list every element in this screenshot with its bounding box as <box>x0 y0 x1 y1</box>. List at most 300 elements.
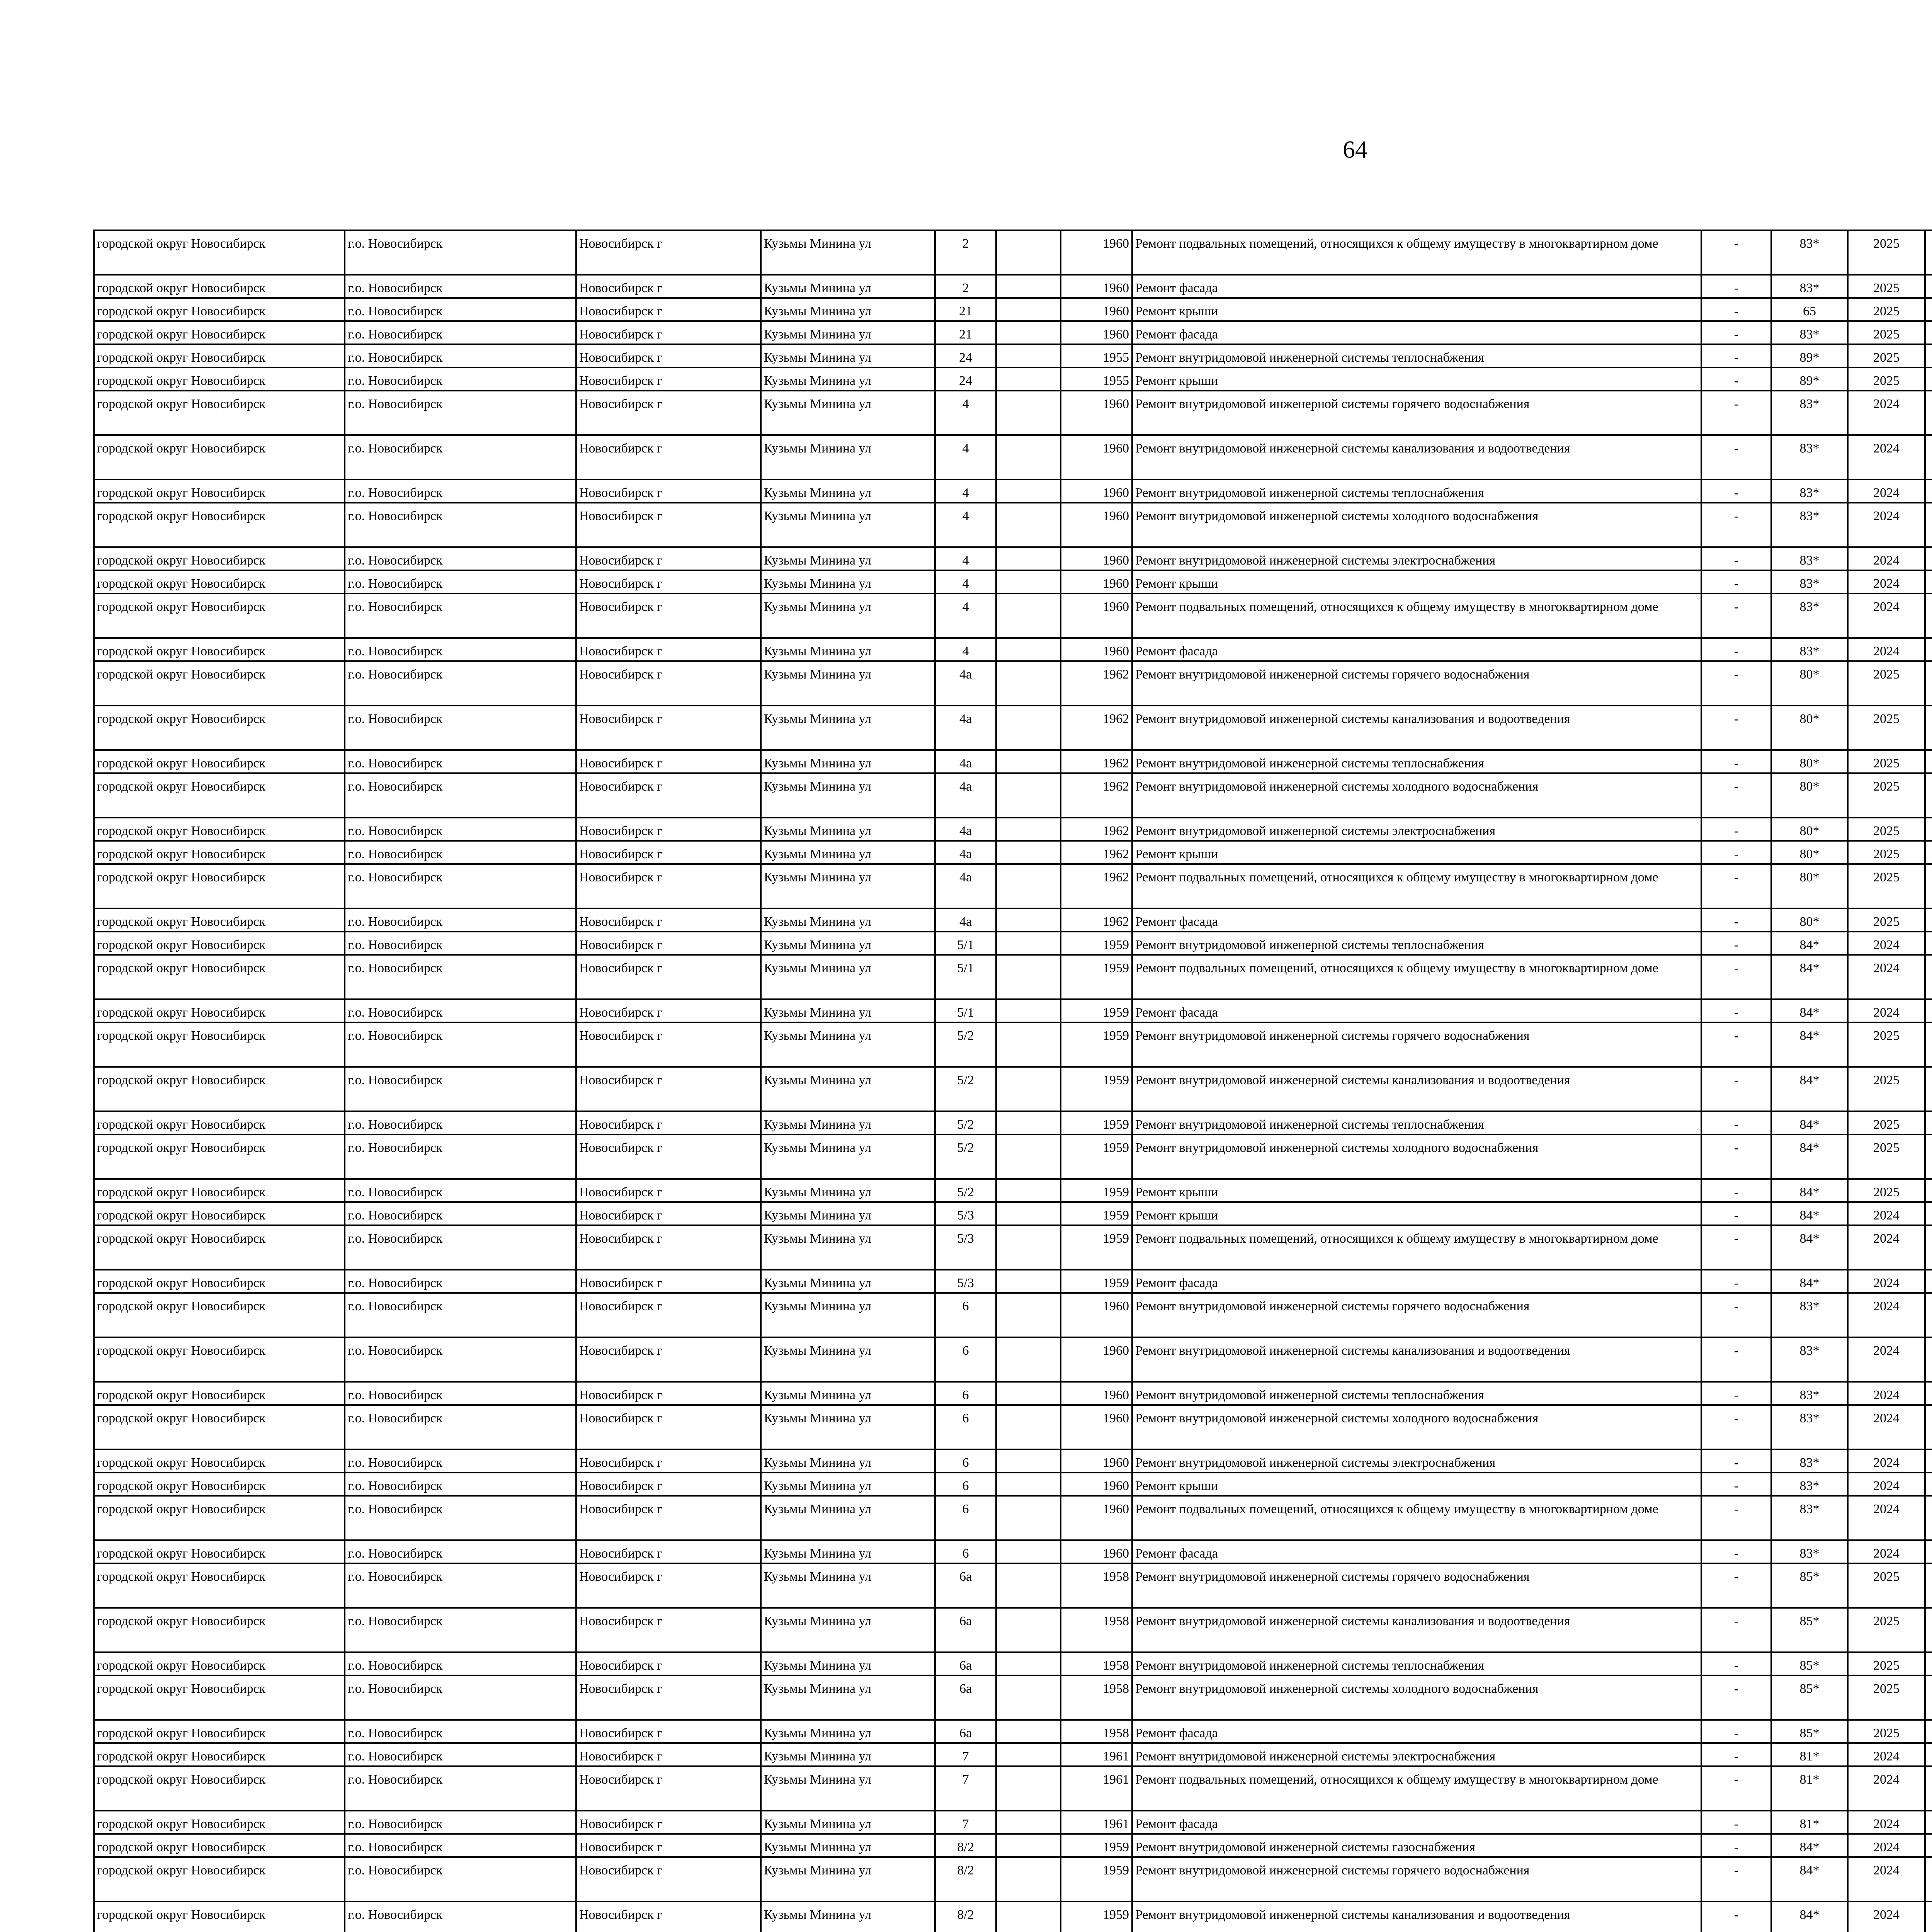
cell-year_built: 1959 <box>1061 1179 1132 1202</box>
cell-dash: - <box>1701 1834 1771 1857</box>
cell-year_built: 1959 <box>1061 1857 1132 1901</box>
cell-settlement_type: г.о. Новосибирск <box>345 570 576 594</box>
page-number: 64 <box>1343 136 1367 163</box>
cell-plan_end_year <box>1925 908 1932 932</box>
cell-wear: 84* <box>1771 1225 1848 1270</box>
cell-settlement_type: г.о. Новосибирск <box>345 321 576 344</box>
cell-plan_start_year: 2024 <box>1848 503 1925 547</box>
cell-street: Кузьмы Минина ул <box>761 230 935 275</box>
cell-plan_start_year: 2024 <box>1848 1270 1925 1293</box>
cell-wear: 85* <box>1771 1563 1848 1608</box>
cell-settlement: Новосибирск г <box>576 1337 761 1382</box>
cell-settlement: Новосибирск г <box>576 275 761 298</box>
cell-street: Кузьмы Минина ул <box>761 999 935 1022</box>
cell-settlement: Новосибирск г <box>576 908 761 932</box>
cell-street: Кузьмы Минина ул <box>761 661 935 706</box>
cell-house: 5/2 <box>935 1111 996 1134</box>
table-row <box>94 1270 1932 1293</box>
cell-municipality: городской округ Новосибирск <box>94 955 345 999</box>
cell-settlement_type: г.о. Новосибирск <box>345 594 576 638</box>
cell-municipality: городской округ Новосибирск <box>94 1743 345 1766</box>
cell-settlement: Новосибирск г <box>576 391 761 435</box>
cell-house: 4 <box>935 594 996 638</box>
cell-settlement: Новосибирск г <box>576 706 761 750</box>
cell-house_letter <box>996 638 1061 661</box>
cell-settlement: Новосибирск г <box>576 1225 761 1270</box>
cell-dash: - <box>1701 1111 1771 1134</box>
cell-house_letter <box>996 1225 1061 1270</box>
cell-plan_end_year <box>1925 1382 1932 1405</box>
cell-municipality: городской округ Новосибирск <box>94 706 345 750</box>
table-row <box>94 706 1932 750</box>
cell-street: Кузьмы Минина ул <box>761 1067 935 1111</box>
cell-settlement: Новосибирск г <box>576 230 761 275</box>
cell-house_letter <box>996 547 1061 570</box>
cell-dash: - <box>1701 1405 1771 1449</box>
cell-dash: - <box>1701 1901 1771 1932</box>
cell-municipality: городской округ Новосибирск <box>94 594 345 638</box>
cell-dash: - <box>1701 773 1771 818</box>
cell-year_built: 1960 <box>1061 1449 1132 1473</box>
cell-municipality: городской округ Новосибирск <box>94 999 345 1022</box>
cell-house_letter <box>996 503 1061 547</box>
cell-municipality: городской округ Новосибирск <box>94 773 345 818</box>
cell-year_built: 1960 <box>1061 1473 1132 1496</box>
cell-street: Кузьмы Минина ул <box>761 818 935 841</box>
table-row <box>94 275 1932 298</box>
cell-plan_end_year <box>1925 344 1932 367</box>
cell-street: Кузьмы Минина ул <box>761 570 935 594</box>
cell-street: Кузьмы Минина ул <box>761 1022 935 1067</box>
cell-settlement: Новосибирск г <box>576 932 761 955</box>
table-row <box>94 1202 1932 1225</box>
cell-plan_end_year <box>1925 955 1932 999</box>
cell-municipality: городской округ Новосибирск <box>94 570 345 594</box>
cell-plan_end_year <box>1925 1179 1932 1202</box>
cell-street: Кузьмы Минина ул <box>761 1652 935 1675</box>
cell-house: 4а <box>935 818 996 841</box>
cell-house: 4а <box>935 841 996 864</box>
cell-wear: 83* <box>1771 1405 1848 1449</box>
cell-house_letter <box>996 1134 1061 1179</box>
cell-wear: 83* <box>1771 1293 1848 1337</box>
table-row <box>94 230 1932 275</box>
cell-wear: 84* <box>1771 932 1848 955</box>
cell-year_built: 1959 <box>1061 1834 1132 1857</box>
cell-plan_start_year: 2024 <box>1848 1834 1925 1857</box>
cell-municipality: городской округ Новосибирск <box>94 1337 345 1382</box>
cell-settlement_type: г.о. Новосибирск <box>345 908 576 932</box>
cell-dash: - <box>1701 1766 1771 1811</box>
table-row <box>94 661 1932 706</box>
cell-street: Кузьмы Минина ул <box>761 1449 935 1473</box>
cell-plan_start_year: 2024 <box>1848 1225 1925 1270</box>
cell-house: 6а <box>935 1563 996 1608</box>
cell-dash: - <box>1701 750 1771 773</box>
cell-street: Кузьмы Минина ул <box>761 773 935 818</box>
cell-plan_end_year <box>1925 435 1932 480</box>
cell-plan_start_year: 2024 <box>1848 955 1925 999</box>
cell-house: 8/2 <box>935 1901 996 1932</box>
cell-dash: - <box>1701 841 1771 864</box>
cell-house_letter <box>996 321 1061 344</box>
cell-year_built: 1959 <box>1061 1134 1132 1179</box>
cell-work_type: Ремонт подвальных помещений, относящихся к общему имуществу в многоквартирном доме <box>1132 230 1701 275</box>
table-row <box>94 1496 1932 1540</box>
cell-municipality: городской округ Новосибирск <box>94 1473 345 1496</box>
cell-street: Кузьмы Минина ул <box>761 1179 935 1202</box>
cell-dash: - <box>1701 1540 1771 1563</box>
cell-plan_end_year <box>1925 275 1932 298</box>
cell-plan_start_year: 2024 <box>1848 1293 1925 1337</box>
cell-plan_start_year: 2025 <box>1848 1134 1925 1179</box>
table-row <box>94 908 1932 932</box>
cell-settlement_type: г.о. Новосибирск <box>345 230 576 275</box>
table-row <box>94 841 1932 864</box>
cell-wear: 89* <box>1771 367 1848 391</box>
cell-plan_start_year: 2024 <box>1848 1901 1925 1932</box>
cell-year_built: 1958 <box>1061 1720 1132 1743</box>
cell-plan_start_year: 2024 <box>1848 547 1925 570</box>
cell-plan_end_year <box>1925 1811 1932 1834</box>
cell-dash: - <box>1701 344 1771 367</box>
cell-municipality: городской округ Новосибирск <box>94 1608 345 1652</box>
cell-dash: - <box>1701 1857 1771 1901</box>
cell-house_letter <box>996 344 1061 367</box>
cell-plan_end_year <box>1925 503 1932 547</box>
cell-plan_end_year <box>1925 1405 1932 1449</box>
cell-house: 5/1 <box>935 932 996 955</box>
cell-settlement_type: г.о. Новосибирск <box>345 1225 576 1270</box>
table-row <box>94 503 1932 547</box>
cell-settlement: Новосибирск г <box>576 503 761 547</box>
cell-house_letter <box>996 1067 1061 1111</box>
cell-year_built: 1960 <box>1061 594 1132 638</box>
cell-year_built: 1960 <box>1061 1540 1132 1563</box>
cell-street: Кузьмы Минина ул <box>761 1496 935 1540</box>
cell-plan_start_year: 2024 <box>1848 1857 1925 1901</box>
cell-municipality: городской округ Новосибирск <box>94 661 345 706</box>
cell-settlement: Новосибирск г <box>576 1766 761 1811</box>
cell-year_built: 1962 <box>1061 864 1132 908</box>
cell-municipality: городской округ Новосибирск <box>94 1111 345 1134</box>
cell-dash: - <box>1701 321 1771 344</box>
cell-house_letter <box>996 391 1061 435</box>
cell-house_letter <box>996 841 1061 864</box>
cell-settlement_type: г.о. Новосибирск <box>345 435 576 480</box>
cell-settlement: Новосибирск г <box>576 638 761 661</box>
cell-plan_start_year: 2025 <box>1848 773 1925 818</box>
table-row <box>94 1382 1932 1405</box>
cell-house_letter <box>996 1608 1061 1652</box>
cell-dash: - <box>1701 999 1771 1022</box>
cell-settlement_type: г.о. Новосибирск <box>345 275 576 298</box>
cell-dash: - <box>1701 1202 1771 1225</box>
cell-work_type: Ремонт внутридомовой инженерной системы горячего водоснабжения <box>1132 1293 1701 1337</box>
cell-wear: 80* <box>1771 706 1848 750</box>
cell-municipality: городской округ Новосибирск <box>94 1449 345 1473</box>
cell-dash: - <box>1701 1382 1771 1405</box>
cell-settlement: Новосибирск г <box>576 1202 761 1225</box>
cell-settlement_type: г.о. Новосибирск <box>345 1857 576 1901</box>
cell-wear: 65 <box>1771 298 1848 321</box>
table-row <box>94 1067 1932 1111</box>
cell-plan_end_year <box>1925 1720 1932 1743</box>
cell-plan_start_year: 2025 <box>1848 1720 1925 1743</box>
cell-work_type: Ремонт подвальных помещений, относящихся к общему имуществу в многоквартирном доме <box>1132 1766 1701 1811</box>
cell-house: 4 <box>935 547 996 570</box>
cell-house: 5/3 <box>935 1225 996 1270</box>
cell-plan_start_year: 2024 <box>1848 638 1925 661</box>
cell-dash: - <box>1701 1179 1771 1202</box>
cell-plan_start_year: 2025 <box>1848 1563 1925 1608</box>
cell-municipality: городской округ Новосибирск <box>94 1405 345 1449</box>
cell-work_type: Ремонт фасада <box>1132 999 1701 1022</box>
cell-wear: 83* <box>1771 435 1848 480</box>
cell-house: 5/3 <box>935 1270 996 1293</box>
cell-year_built: 1962 <box>1061 773 1132 818</box>
cell-plan_end_year <box>1925 1022 1932 1067</box>
cell-settlement_type: г.о. Новосибирск <box>345 298 576 321</box>
table-row <box>94 1563 1932 1608</box>
cell-house: 6 <box>935 1473 996 1496</box>
cell-work_type: Ремонт внутридомовой инженерной системы канализования и водоотведения <box>1132 1337 1701 1382</box>
cell-work_type: Ремонт внутридомовой инженерной системы горячего водоснабжения <box>1132 1857 1701 1901</box>
cell-settlement_type: г.о. Новосибирск <box>345 480 576 503</box>
cell-house_letter <box>996 932 1061 955</box>
cell-work_type: Ремонт внутридомовой инженерной системы холодного водоснабжения <box>1132 773 1701 818</box>
cell-work_type: Ремонт внутридомовой инженерной системы горячего водоснабжения <box>1132 391 1701 435</box>
cell-wear: 83* <box>1771 594 1848 638</box>
cell-plan_end_year <box>1925 594 1932 638</box>
cell-plan_start_year: 2025 <box>1848 1608 1925 1652</box>
cell-plan_start_year: 2025 <box>1848 367 1925 391</box>
cell-settlement: Новосибирск г <box>576 1405 761 1449</box>
cell-work_type: Ремонт внутридомовой инженерной системы теплоснабжения <box>1132 1382 1701 1405</box>
cell-street: Кузьмы Минина ул <box>761 1743 935 1766</box>
cell-settlement: Новосибирск г <box>576 1382 761 1405</box>
cell-house_letter <box>996 955 1061 999</box>
cell-year_built: 1959 <box>1061 1270 1132 1293</box>
cell-house: 5/1 <box>935 955 996 999</box>
cell-street: Кузьмы Минина ул <box>761 367 935 391</box>
cell-plan_start_year: 2024 <box>1848 1496 1925 1540</box>
cell-year_built: 1962 <box>1061 908 1132 932</box>
table-row <box>94 1179 1932 1202</box>
cell-plan_start_year: 2025 <box>1848 1022 1925 1067</box>
cell-plan_end_year <box>1925 661 1932 706</box>
table-row <box>94 1608 1932 1652</box>
cell-house_letter <box>996 1540 1061 1563</box>
cell-house: 2 <box>935 275 996 298</box>
cell-plan_end_year <box>1925 1901 1932 1932</box>
cell-settlement: Новосибирск г <box>576 841 761 864</box>
cell-settlement: Новосибирск г <box>576 1496 761 1540</box>
cell-work_type: Ремонт внутридомовой инженерной системы теплоснабжения <box>1132 1652 1701 1675</box>
cell-year_built: 1955 <box>1061 367 1132 391</box>
cell-house_letter <box>996 1293 1061 1337</box>
cell-plan_end_year <box>1925 1293 1932 1337</box>
table-row <box>94 435 1932 480</box>
cell-work_type: Ремонт подвальных помещений, относящихся к общему имуществу в многоквартирном доме <box>1132 955 1701 999</box>
cell-settlement_type: г.о. Новосибирск <box>345 818 576 841</box>
cell-year_built: 1959 <box>1061 932 1132 955</box>
cell-settlement: Новосибирск г <box>576 955 761 999</box>
cell-work_type: Ремонт подвальных помещений, относящихся к общему имуществу в многоквартирном доме <box>1132 594 1701 638</box>
cell-dash: - <box>1701 1293 1771 1337</box>
cell-work_type: Ремонт подвальных помещений, относящихся к общему имуществу в многоквартирном доме <box>1132 864 1701 908</box>
cell-street: Кузьмы Минина ул <box>761 1834 935 1857</box>
cell-plan_end_year <box>1925 1563 1932 1608</box>
cell-work_type: Ремонт внутридомовой инженерной системы горячего водоснабжения <box>1132 661 1701 706</box>
cell-plan_end_year <box>1925 547 1932 570</box>
cell-settlement_type: г.о. Новосибирск <box>345 1540 576 1563</box>
cell-municipality: городской округ Новосибирск <box>94 932 345 955</box>
cell-street: Кузьмы Минина ул <box>761 750 935 773</box>
cell-settlement: Новосибирск г <box>576 1293 761 1337</box>
cell-house_letter <box>996 1766 1061 1811</box>
cell-settlement_type: г.о. Новосибирск <box>345 1675 576 1720</box>
cell-wear: 84* <box>1771 999 1848 1022</box>
table-row <box>94 932 1932 955</box>
cell-street: Кузьмы Минина ул <box>761 1901 935 1932</box>
cell-settlement_type: г.о. Новосибирск <box>345 1811 576 1834</box>
cell-plan_end_year <box>1925 773 1932 818</box>
cell-house_letter <box>996 275 1061 298</box>
cell-year_built: 1961 <box>1061 1811 1132 1834</box>
cell-municipality: городской округ Новосибирск <box>94 1901 345 1932</box>
cell-settlement: Новосибирск г <box>576 1652 761 1675</box>
table-row <box>94 1225 1932 1270</box>
cell-municipality: городской округ Новосибирск <box>94 908 345 932</box>
cell-municipality: городской округ Новосибирск <box>94 391 345 435</box>
cell-wear: 84* <box>1771 1901 1848 1932</box>
cell-street: Кузьмы Минина ул <box>761 298 935 321</box>
cell-plan_end_year <box>1925 1743 1932 1766</box>
cell-plan_start_year: 2025 <box>1848 750 1925 773</box>
cell-house_letter <box>996 594 1061 638</box>
cell-plan_end_year <box>1925 1067 1932 1111</box>
cell-street: Кузьмы Минина ул <box>761 638 935 661</box>
cell-plan_end_year <box>1925 1540 1932 1563</box>
cell-settlement_type: г.о. Новосибирск <box>345 638 576 661</box>
cell-house_letter <box>996 706 1061 750</box>
cell-settlement: Новосибирск г <box>576 1811 761 1834</box>
cell-street: Кузьмы Минина ул <box>761 1473 935 1496</box>
cell-work_type: Ремонт подвальных помещений, относящихся к общему имуществу в многоквартирном доме <box>1132 1225 1701 1270</box>
cell-settlement: Новосибирск г <box>576 1675 761 1720</box>
cell-work_type: Ремонт внутридомовой инженерной системы холодного водоснабжения <box>1132 503 1701 547</box>
cell-year_built: 1962 <box>1061 841 1132 864</box>
cell-house_letter <box>996 435 1061 480</box>
cell-settlement: Новосибирск г <box>576 773 761 818</box>
cell-wear: 81* <box>1771 1766 1848 1811</box>
table-row <box>94 864 1932 908</box>
cell-house_letter <box>996 773 1061 818</box>
cell-settlement: Новосибирск г <box>576 435 761 480</box>
cell-plan_start_year: 2025 <box>1848 818 1925 841</box>
cell-street: Кузьмы Минина ул <box>761 864 935 908</box>
table-row <box>94 1652 1932 1675</box>
cell-house_letter <box>996 1563 1061 1608</box>
cell-work_type: Ремонт внутридомовой инженерной системы канализования и водоотведения <box>1132 706 1701 750</box>
cell-house: 4 <box>935 638 996 661</box>
cell-dash: - <box>1701 1449 1771 1473</box>
cell-settlement: Новосибирск г <box>576 864 761 908</box>
cell-work_type: Ремонт фасада <box>1132 321 1701 344</box>
cell-plan_end_year <box>1925 818 1932 841</box>
cell-street: Кузьмы Минина ул <box>761 706 935 750</box>
cell-municipality: городской округ Новосибирск <box>94 1382 345 1405</box>
cell-plan_end_year <box>1925 1134 1932 1179</box>
cell-settlement: Новосибирск г <box>576 1540 761 1563</box>
cell-work_type: Ремонт фасада <box>1132 1270 1701 1293</box>
table-row <box>94 1449 1932 1473</box>
cell-plan_start_year: 2025 <box>1848 275 1925 298</box>
cell-house_letter <box>996 1449 1061 1473</box>
cell-year_built: 1958 <box>1061 1563 1132 1608</box>
cell-year_built: 1960 <box>1061 1337 1132 1382</box>
cell-street: Кузьмы Минина ул <box>761 480 935 503</box>
cell-plan_start_year: 2025 <box>1848 1067 1925 1111</box>
cell-dash: - <box>1701 1022 1771 1067</box>
cell-dash: - <box>1701 1675 1771 1720</box>
cell-street: Кузьмы Минина ул <box>761 1337 935 1382</box>
cell-house: 4а <box>935 706 996 750</box>
cell-plan_end_year <box>1925 298 1932 321</box>
cell-wear: 80* <box>1771 908 1848 932</box>
cell-dash: - <box>1701 955 1771 999</box>
cell-year_built: 1960 <box>1061 1382 1132 1405</box>
table-row <box>94 1901 1932 1932</box>
cell-wear: 84* <box>1771 1067 1848 1111</box>
table-row <box>94 1766 1932 1811</box>
cell-street: Кузьмы Минина ул <box>761 1608 935 1652</box>
cell-plan_end_year <box>1925 230 1932 275</box>
cell-settlement: Новосибирск г <box>576 1111 761 1134</box>
cell-plan_start_year: 2024 <box>1848 1382 1925 1405</box>
cell-year_built: 1962 <box>1061 750 1132 773</box>
cell-house: 7 <box>935 1811 996 1834</box>
cell-wear: 84* <box>1771 1022 1848 1067</box>
cell-municipality: городской округ Новосибирск <box>94 1720 345 1743</box>
cell-house: 6а <box>935 1652 996 1675</box>
cell-year_built: 1962 <box>1061 661 1132 706</box>
table-row <box>94 344 1932 367</box>
cell-house: 7 <box>935 1743 996 1766</box>
cell-house_letter <box>996 1743 1061 1766</box>
cell-house_letter <box>996 1405 1061 1449</box>
cell-year_built: 1960 <box>1061 1293 1132 1337</box>
cell-house_letter <box>996 1270 1061 1293</box>
cell-wear: 83* <box>1771 230 1848 275</box>
cell-work_type: Ремонт внутридомовой инженерной системы газоснабжения <box>1132 1834 1701 1857</box>
cell-settlement: Новосибирск г <box>576 1179 761 1202</box>
cell-street: Кузьмы Минина ул <box>761 1811 935 1834</box>
cell-municipality: городской округ Новосибирск <box>94 1834 345 1857</box>
cell-wear: 81* <box>1771 1811 1848 1834</box>
cell-house_letter <box>996 999 1061 1022</box>
cell-work_type: Ремонт внутридомовой инженерной системы холодного водоснабжения <box>1132 1675 1701 1720</box>
cell-house_letter <box>996 1811 1061 1834</box>
cell-municipality: городской округ Новосибирск <box>94 1540 345 1563</box>
cell-year_built: 1961 <box>1061 1766 1132 1811</box>
table-row <box>94 1405 1932 1449</box>
cell-house: 7 <box>935 1766 996 1811</box>
cell-settlement_type: г.о. Новосибирск <box>345 1022 576 1067</box>
cell-wear: 84* <box>1771 1111 1848 1134</box>
cell-plan_end_year <box>1925 480 1932 503</box>
